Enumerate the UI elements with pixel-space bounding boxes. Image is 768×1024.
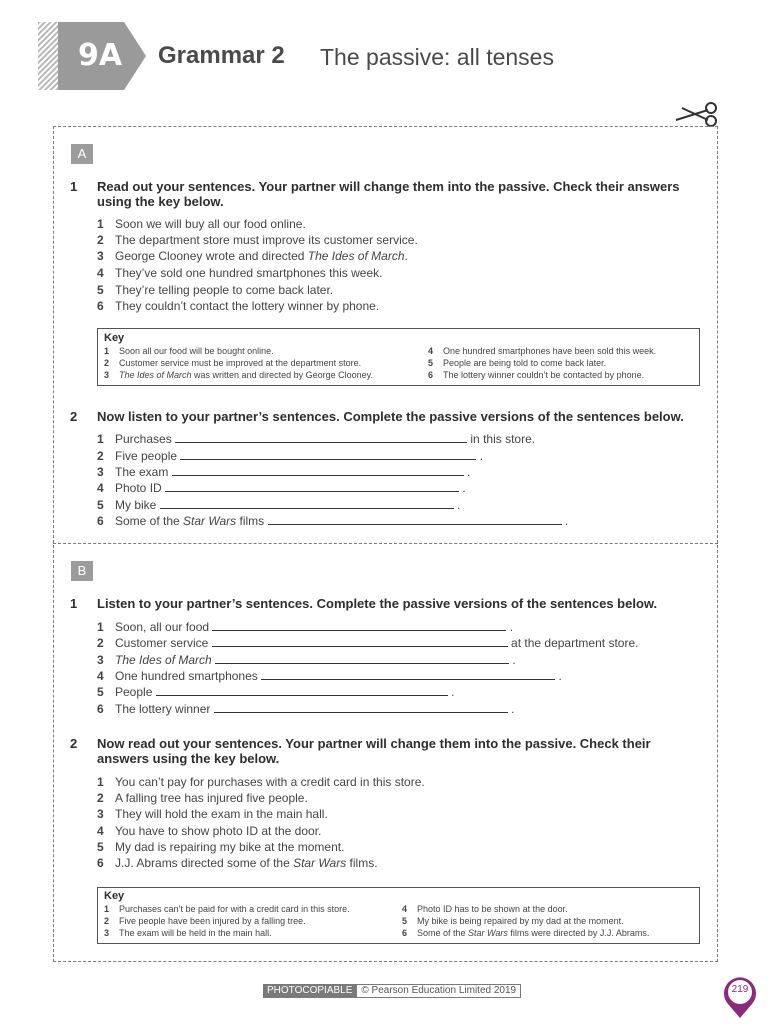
page-header [38, 22, 738, 92]
fill-in-item: 6 The lottery winner . [97, 702, 515, 716]
key-item: 2 Five people have been injured by a falling tree. [104, 916, 306, 926]
key-item: 4 Photo ID has to be shown at the door. [402, 904, 568, 914]
fill-in-item: 2 Customer service at the department store. [97, 636, 639, 650]
list-item: 5 They’re telling people to come back later. [97, 283, 334, 297]
unit-code: 9A [78, 38, 123, 73]
key-title: Key [104, 332, 125, 344]
list-item: 1 Soon we will buy all our food online. [97, 217, 306, 231]
list-item: 1 You can’t pay for purchases with a credit card in this store. [97, 775, 425, 789]
photocopiable-label: PHOTOCOPIABLE [263, 984, 356, 998]
key-title: Key [104, 890, 125, 902]
fill-in-item: 3 The exam . [97, 465, 471, 479]
list-item: 2 A falling tree has injured five people. [97, 791, 308, 805]
list-item: 5 My dad is repairing my bike at the moment. [97, 840, 345, 854]
fill-in-item: 4 One hundred smartphones . [97, 669, 562, 683]
answer-blank[interactable] [165, 480, 459, 492]
part-a-q1-instruction: Read out your sentences. Your partner will change them into the passive. Check their answers using the key below. [97, 179, 680, 209]
answer-blank[interactable] [261, 668, 555, 680]
key-item: 1 Purchases can’t be paid for with a credit card in this store. [104, 904, 350, 914]
list-item: 3 They will hold the exam in the main hall. [97, 807, 328, 821]
fill-in-item: 1 Purchases in this store. [97, 432, 536, 446]
scissors-icon [674, 100, 718, 128]
fill-in-item: 3 The Ides of March . [97, 653, 516, 667]
cut-line [53, 543, 718, 544]
key-item: 3 The Ides of March was written and directed by George Clooney. [104, 370, 373, 380]
page-title: Grammar 2 [158, 42, 285, 69]
answer-blank[interactable] [215, 652, 509, 664]
part-a-q2-instruction: Now listen to your partner’s sentences. Complete the passive versions of the sentences below. [97, 409, 684, 424]
key-item: 1 Soon all our food will be bought online. [104, 346, 274, 356]
answer-blank[interactable] [160, 497, 454, 509]
answer-blank[interactable] [172, 464, 464, 476]
part-b-q2-instruction: Now read out your sentences. Your partner will change them into the passive. Check their answers using the key below. [97, 736, 651, 766]
key-item: 5 People are being told to come back later. [428, 358, 607, 368]
key-item: 4 One hundred smartphones have been sold this week. [428, 346, 657, 356]
key-item: 6 The lottery winner couldn’t be contacted by phone. [428, 370, 645, 380]
list-item: 3 George Clooney wrote and directed The Ides of March. [97, 249, 408, 263]
unit-tab [38, 22, 148, 90]
part-b-q2-number: 2 [70, 736, 78, 751]
answer-blank[interactable] [212, 635, 508, 647]
copyright-notice: © Pearson Education Limited 2019 [356, 984, 521, 998]
part-a-label: A [71, 144, 93, 164]
key-item: 6 Some of the Star Wars films were directed by J.J. Abrams. [402, 928, 650, 938]
fill-in-item: 1 Soon, all our food . [97, 620, 514, 634]
fill-in-item: 4 Photo ID . [97, 481, 466, 495]
answer-blank[interactable] [214, 701, 508, 713]
page-subtitle: The passive: all tenses [320, 44, 554, 70]
page-number: 219 [731, 984, 749, 995]
list-item: 6 They couldn’t contact the lottery winner by phone. [97, 299, 380, 313]
answer-blank[interactable] [175, 431, 467, 443]
list-item: 4 They’ve sold one hundred smartphones this week. [97, 266, 383, 280]
list-item: 2 The department store must improve its customer service. [97, 233, 418, 247]
key-item: 3 The exam will be held in the main hall. [104, 928, 272, 938]
fill-in-item: 5 People . [97, 685, 455, 699]
list-item: 4 You have to show photo ID at the door. [97, 824, 322, 838]
answer-blank[interactable] [268, 513, 562, 525]
part-a-q2-number: 2 [70, 409, 78, 424]
key-item: 2 Customer service must be improved at the department store. [104, 358, 362, 368]
fill-in-item: 2 Five people . [97, 449, 484, 463]
answer-blank[interactable] [156, 684, 448, 696]
list-item: 6 J.J. Abrams directed some of the Star Wars films. [97, 856, 378, 870]
key-item: 5 My bike is being repaired by my dad at the moment. [402, 916, 624, 926]
answer-blank[interactable] [212, 619, 506, 631]
footer [263, 984, 521, 998]
part-b-q1-instruction: Listen to your partner’s sentences. Complete the passive versions of the sentences below. [97, 596, 658, 611]
part-b-label: B [71, 561, 93, 581]
part-a-q1-number: 1 [70, 179, 78, 194]
fill-in-item: 5 My bike . [97, 498, 461, 512]
answer-blank[interactable] [180, 448, 476, 460]
fill-in-item: 6 Some of the Star Wars films . [97, 514, 569, 528]
part-b-q1-number: 1 [70, 596, 78, 611]
page-badge-icon [722, 974, 758, 1020]
